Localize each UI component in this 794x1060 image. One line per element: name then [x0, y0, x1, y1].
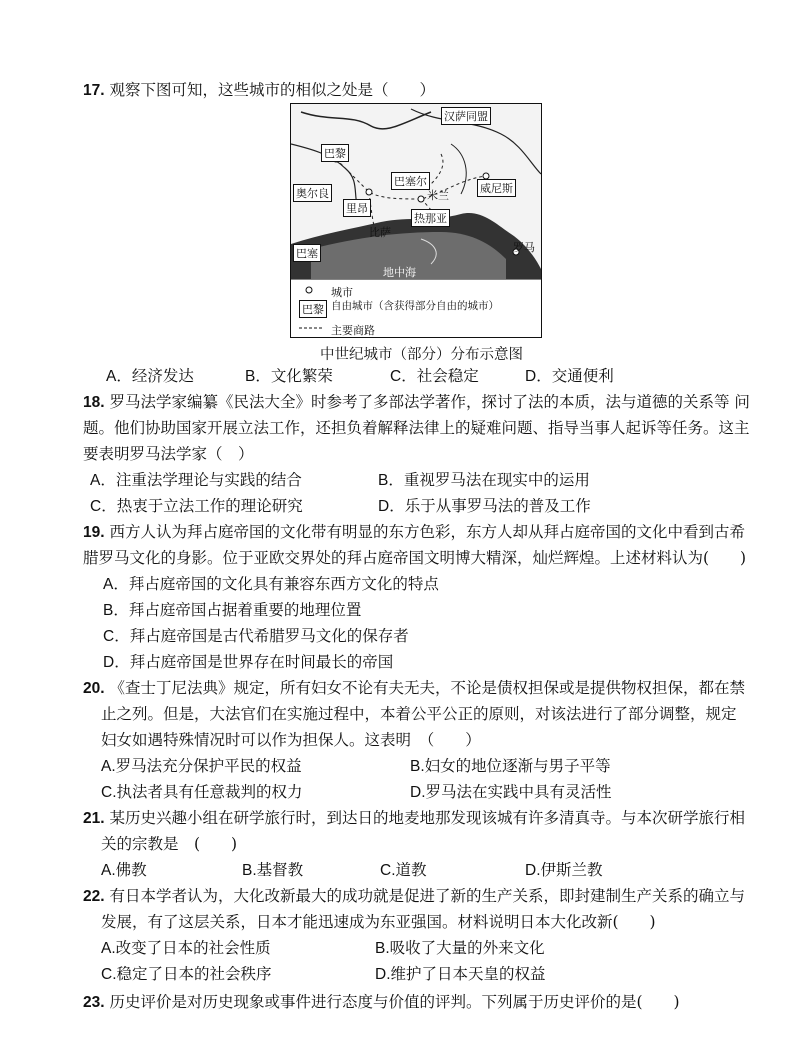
question-18-stem [83, 392, 750, 413]
map-label-genoa: 热那亚 [411, 209, 450, 227]
medieval-cities-map [290, 103, 542, 338]
q19-option-c[interactable]: C．拜占庭帝国是古代希腊罗马文化的保存者 [103, 627, 409, 645]
question-number: 21. [83, 810, 105, 827]
q19-option-d[interactable]: D．拜占庭帝国是世界存在时间最长的帝国 [103, 653, 394, 671]
q17-option-a[interactable]: A．经济发达 [106, 367, 194, 385]
q20-option-d[interactable]: D.罗马法在实践中具有灵活性 [410, 783, 612, 801]
map-label-orleans: 奥尔良 [293, 184, 332, 202]
question-text-line: 《查士丁尼法典》规定，所有妇女不论有夫无夫，不论是债权担保或是提供物权担保，都在禁 [109, 679, 746, 697]
q21-option-b[interactable]: B.基督教 [242, 861, 304, 879]
map-label-barcelona: 巴塞 [293, 244, 321, 262]
map-label-paris: 巴黎 [321, 144, 349, 162]
q17-option-b[interactable]: B．文化繁荣 [245, 367, 333, 385]
q19-option-a[interactable]: A．拜占庭帝国的文化具有兼容东西方文化的特点 [103, 575, 439, 593]
question-text-line: 有日本学者认为，大化改新最大的成功就是促进了新的生产关系，即封建制生产关系的确立与 [109, 887, 746, 905]
question-21-stem [83, 808, 745, 829]
map-label-sea: 地中海 [383, 266, 416, 279]
question-number: 23. [83, 994, 105, 1011]
question-text-line: 罗马法学家编纂《民法大全》时参考了多部法学著作，探讨了法的本质，法与道德的关系等 问 [109, 393, 750, 411]
q17-option-c[interactable]: C．社会稳定 [390, 367, 479, 385]
question-text-line: 历史评价是对历史现象或事件进行态度与价值的评判。下列属于历史评价的是( ) [109, 993, 680, 1011]
question-number: 17. [83, 82, 105, 99]
legend-free-label: 自由城市（含获得部分自由的城市） [331, 300, 499, 312]
map-label-hansa: 汉萨同盟 [441, 107, 491, 125]
question-text-line: 西方人认为拜占庭帝国的文化带有明显的东方色彩，东方人却从拜占庭帝国的文化中看到古希 [109, 523, 746, 541]
q22-option-a[interactable]: A.改变了日本的社会性质 [101, 939, 271, 957]
q22-option-b[interactable]: B.吸收了大量的外来文化 [375, 939, 545, 957]
q20-option-c[interactable]: C.执法者具有任意裁判的权力 [101, 783, 303, 801]
question-20-stem [83, 678, 745, 699]
question-23-stem [83, 992, 680, 1013]
q18-option-a[interactable]: A．注重法学理论与实践的结合 [90, 471, 302, 489]
question-number: 18. [83, 394, 105, 411]
q20-option-b[interactable]: B.妇女的地位逐渐与男子平等 [410, 757, 611, 775]
question-text: 观察下图可知，这些城市的相似之处是（ ） [109, 81, 436, 99]
map-label-basel: 巴塞尔 [391, 172, 430, 190]
q17-option-d[interactable]: D．交通便利 [525, 367, 614, 385]
map-label-lyon: 里昂 [343, 199, 371, 217]
question-number: 20. [83, 680, 105, 697]
question-number: 19. [83, 524, 105, 541]
q18-option-d[interactable]: D．乐于从事罗马法的普及工作 [378, 497, 591, 515]
question-17-stem [83, 80, 435, 101]
question-text-line: 腊罗马文化的身影。位于亚欧交界处的拜占庭帝国文明博大精深，灿烂辉煌。上述材料认为( ) [83, 549, 747, 567]
question-text-line: 要表明罗马法学家（ ） [83, 445, 254, 463]
q19-option-b[interactable]: B．拜占庭帝国占据着重要的地理位置 [103, 601, 362, 619]
map-caption: 中世纪城市（部分）分布示意图 [320, 347, 523, 363]
q21-option-a[interactable]: A.佛教 [101, 861, 147, 879]
q18-option-b[interactable]: B．重视罗马法在现实中的运用 [378, 471, 590, 489]
question-text-line: 题。他们协助国家开展立法工作，还担负着解释法律上的疑难问题、指导当事人起诉等任务。这主 [83, 419, 750, 437]
q22-option-d[interactable]: D.维护了日本天皇的权益 [375, 965, 546, 983]
map-label-milan: 米兰 [427, 189, 449, 202]
map-label-pisa: 比萨 [369, 226, 391, 239]
q18-option-c[interactable]: C．热衷于立法工作的理论研究 [90, 497, 303, 515]
q22-option-c[interactable]: C.稳定了日本的社会秩序 [101, 965, 272, 983]
legend-city-label: 城市 [331, 286, 353, 299]
question-text-line: 某历史兴趣小组在研学旅行时，到达日的地麦地那发现该城有许多清真寺。与本次研学旅行相 [109, 809, 746, 827]
q20-option-a[interactable]: A.罗马法充分保护平民的权益 [101, 757, 302, 775]
legend-route-label: 主要商路 [331, 324, 375, 337]
question-text-line: 发展，有了这层关系，日本才能迅速成为东亚强国。材料说明日本大化改新( ) [101, 913, 656, 931]
question-text-line: 关的宗教是 ( ) [101, 835, 238, 853]
map-label-rome: 罗马 [513, 241, 535, 254]
question-text-line: 止之列。但是，大法官们在实施过程中，本着公平公正的原则，对该法进行了部分调整，规定 [101, 705, 737, 723]
q21-option-c[interactable]: C.道教 [380, 861, 427, 879]
q21-option-d[interactable]: D.伊斯兰教 [525, 861, 603, 879]
question-number: 22. [83, 888, 105, 905]
question-19-stem [83, 522, 745, 543]
question-22-stem [83, 886, 745, 907]
legend-free-key: 巴黎 [299, 300, 327, 318]
map-label-venice: 威尼斯 [477, 179, 516, 197]
question-text-line: 妇女如遇特殊情况时可以作为担保人。这表明 （ ） [101, 731, 481, 749]
